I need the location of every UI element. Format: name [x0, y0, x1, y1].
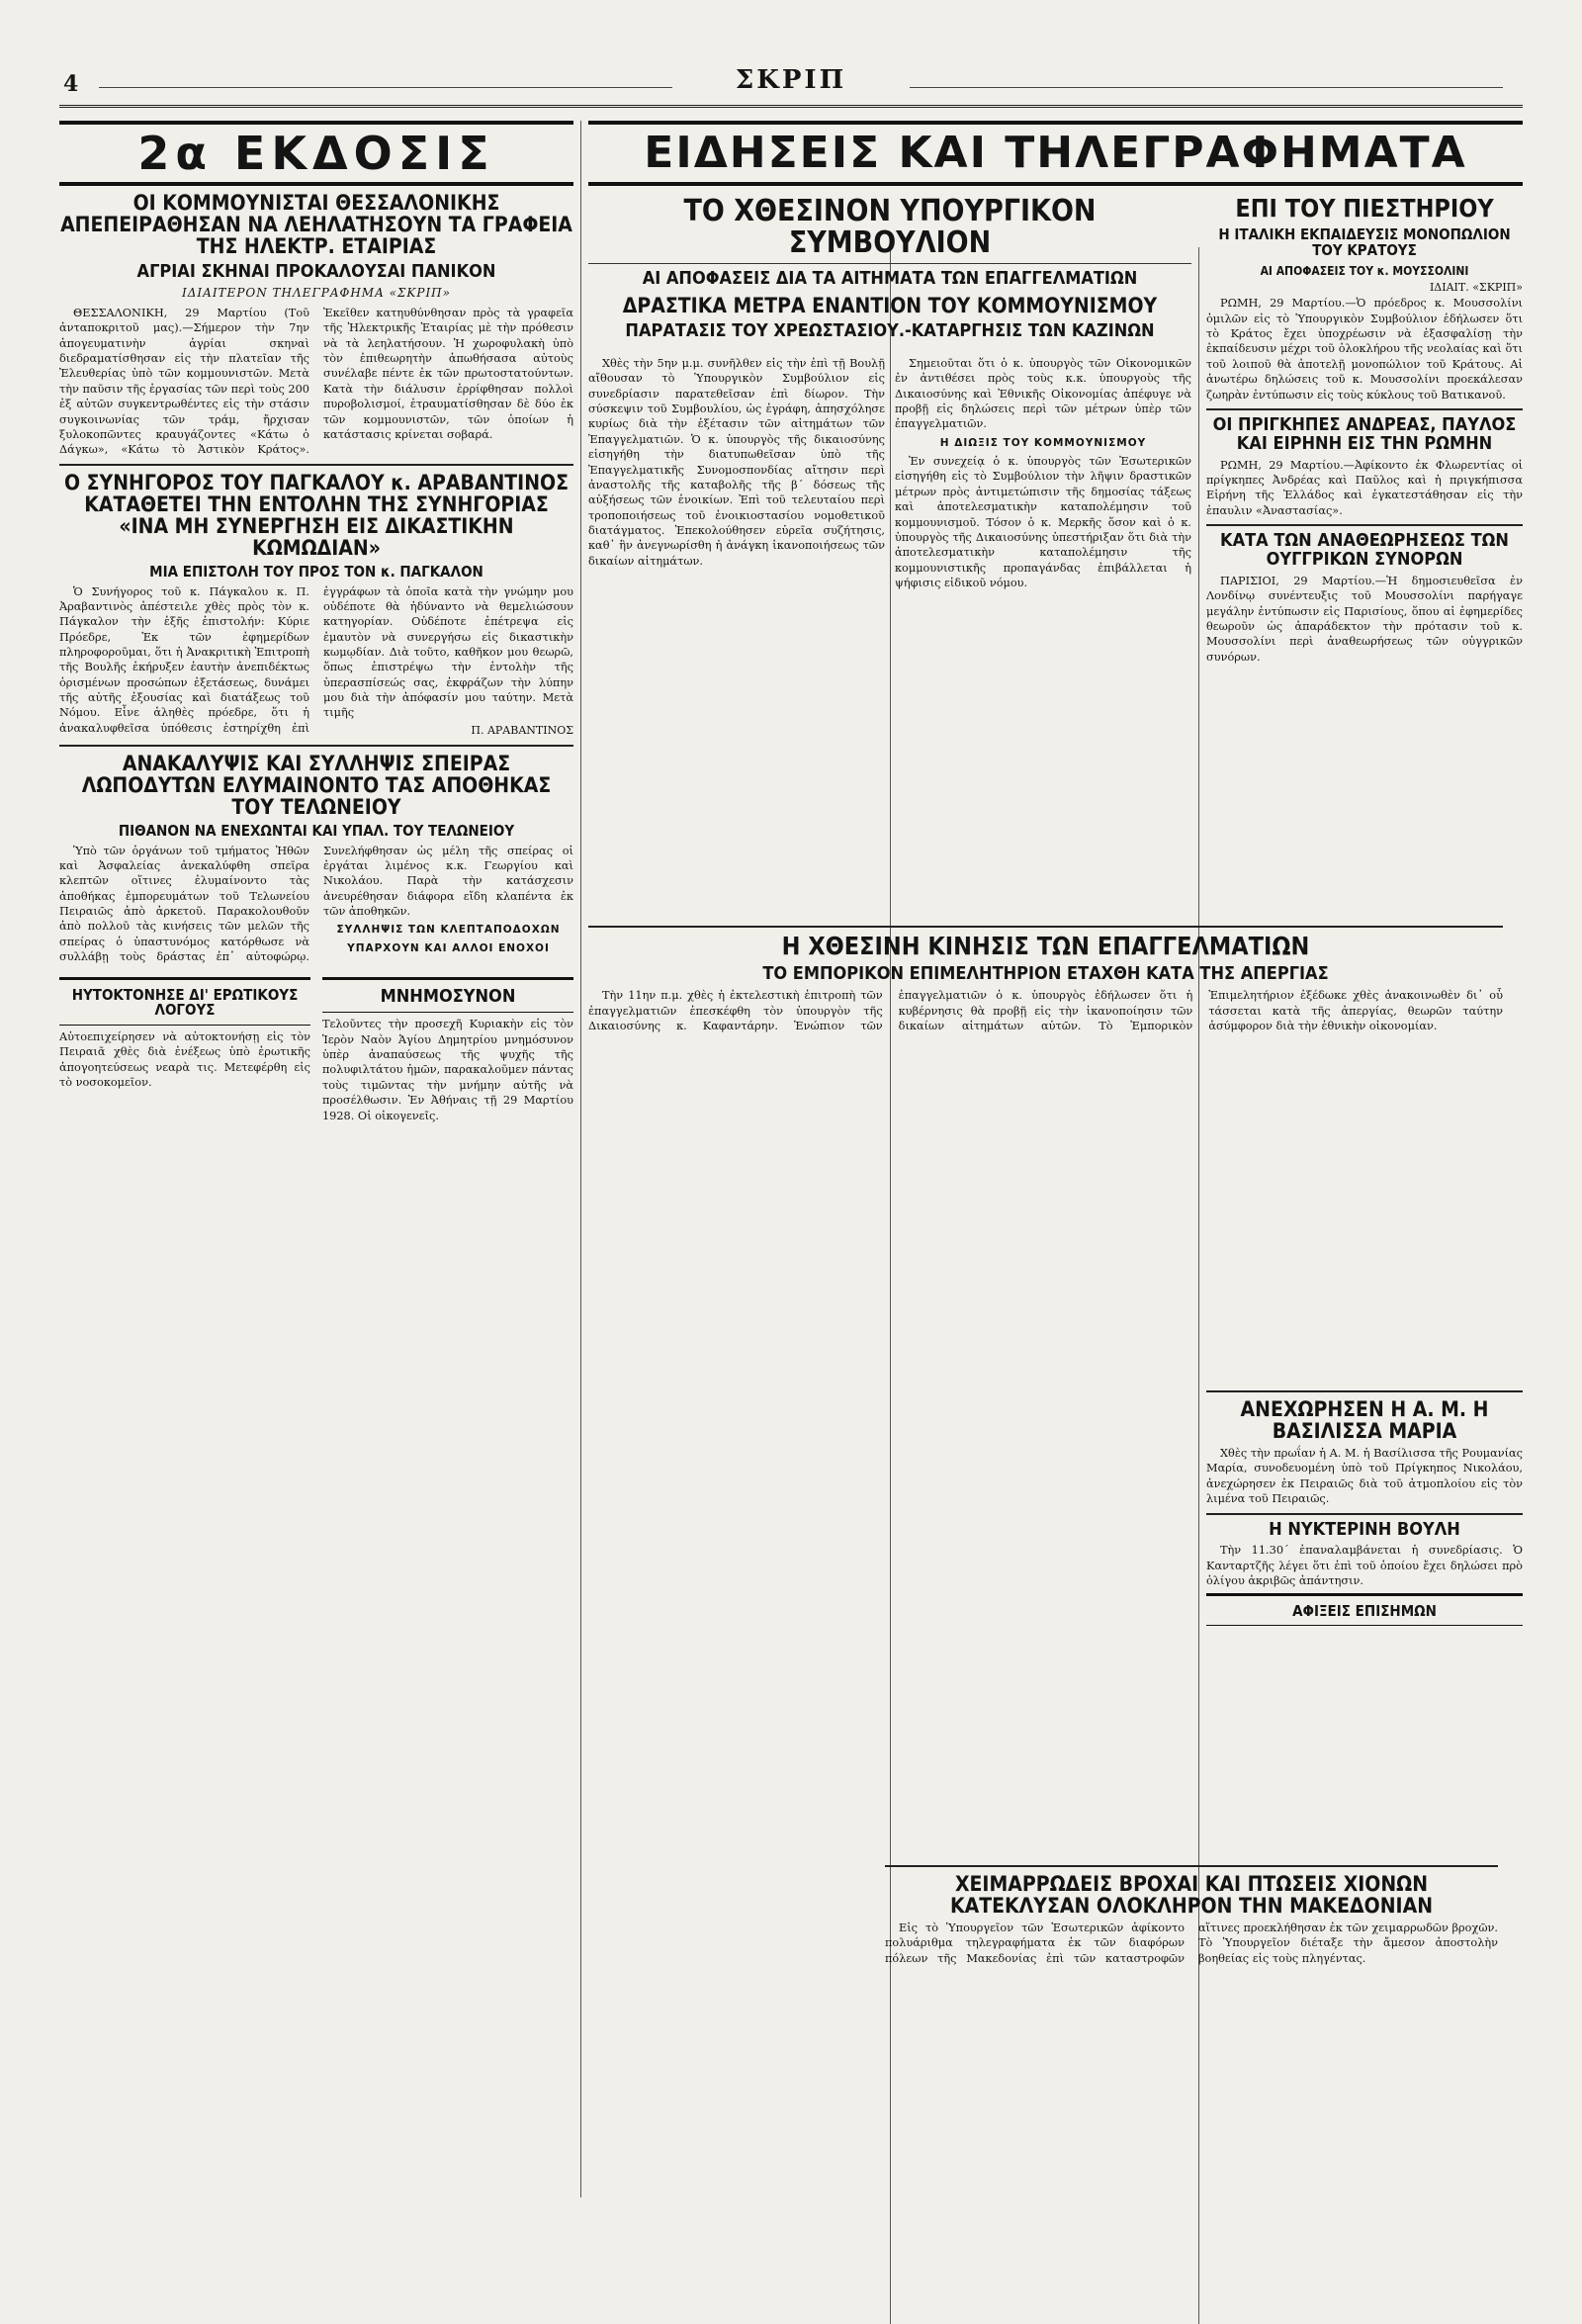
divider [1206, 1513, 1523, 1515]
article-body [895, 356, 1191, 590]
article-body [59, 844, 573, 965]
divider [885, 1865, 1498, 1867]
notice-title: ΗΥΤΟΚΤΟΝΗΣΕ ΔΙ' ΕΡΩΤΙΚΟΥΣ ΛΟΓΟΥΣ [71, 985, 299, 1020]
article-subheadline: ΔΡΑΣΤΙΚΑ ΜΕΤΡΑ ΕΝΑΝΤΙΟΝ ΤΟΥ ΚΟΜΜΟΥΝΙΣΜΟΥ [622, 293, 1158, 317]
article-body [588, 356, 885, 569]
article-text: ΡΩΜΗ, 29 Μαρτίου.—Ὁ πρόεδρος κ. Μουσσολίνι ὁμιλῶν εἰς τὸ Ὑπουργικὸν Συμβούλιον ἐδήλωσεν ὅτι τὸ Κράτος ἔχει ὑποχρέωσιν νὰ ἐξασφαλίσῃ τὴν ἐκπαίδευσιν μέχρι τοῦ ὁλοκλήρου τῆς νεολαίας καὶ ὅτι τοῦ λοιποῦ θὰ ἀποτελῇ μονοπώλιον τοῦ Κράτους. Αἱ ἀνωτέρω δηλώσεις τοῦ κ. Μουσσολίνι προεκάλεσαν ζωηρὰν ἐντύπωσιν εἰς τοὺς κύκλους τοῦ Βατικανοῦ. [1206, 297, 1523, 402]
column-2 [588, 356, 885, 910]
divider [59, 745, 573, 747]
divider [1206, 408, 1523, 410]
article-body [1206, 1543, 1523, 1588]
page-number: 4 [63, 71, 79, 97]
article-body [885, 1921, 1498, 1968]
article-headline: ΑΦΙΞΕΙΣ ΕΠΙΣΗΜΩΝ [1292, 1601, 1437, 1620]
column-1 [59, 121, 573, 2197]
article-headline: Η ΝΥΚΤΕΡΙΝΗ ΒΟΥΛΗ [1269, 1518, 1460, 1540]
article-body [1206, 458, 1523, 518]
article-text: Χθὲς τὴν πρωΐαν ἡ Α. Μ. ἡ Βασίλισσα τῆς Ρουμανίας Μαρία, συνοδευομένη ὑπὸ τοῦ Πρίγκηπος Νικολάου, ἀνεχώρησεν ἐκ Πειραιῶς διὰ τοῦ ἀτμοπλοίου εἰς τὸν λιμένα τοῦ Πειραιῶς. [1206, 1447, 1523, 1506]
article-body [1206, 574, 1523, 665]
masthead-rule-right [910, 87, 1503, 88]
masthead [59, 65, 1523, 108]
article-text: Τὴν 11ην π.μ. χθὲς ἡ ἐκτελεστικὴ ἐπιτροπὴ τῶν ἐπαγγελματιῶν ἐπεσκέφθη τὸν ὑπουργὸν τῆς Δικαιοσύνης κ. Καφαντάρην. Ἐνώπιον τῶν ἐπαγγελματιῶν ὁ κ. ὑπουργὸς ἐδήλωσεν ὅτι ἡ κυβέρνησις θὰ προβῇ εἰς τὴν ἱκανοποίησιν τῶν δικαίων αἰτημάτων αὐτῶν. Τὸ Ἐμπορικὸν Ἐπιμελητήριον ἐξέδωκε χθὲς ἀνακοινωθὲν δι᾽ οὗ τάσσεται κατὰ τῆς ἀπεργίας, θεωρῶν ταύτην ἀσύμφορον διὰ τὴν ἐθνικὴν οἰκονομίαν. [588, 989, 1503, 1032]
article-subheadline: Η ΙΤΑΛΙΚΗ ΕΚΠΑΙΔΕΥΣΙΣ ΜΟΝΟΠΩΛΙΟΝ ΤΟΥ ΚΡΑΤΟΥΣ [1218, 225, 1511, 259]
notice-memorial [322, 973, 573, 1123]
section-subhead: ΥΠΑΡΧΟΥΝ ΚΑΙ ΑΛΛΟΙ ΕΝΟΧΟΙ [347, 941, 550, 954]
article-headline: ΟΙ ΠΡΙΓΚΗΠΕΣ ΑΝΔΡΕΑΣ, ΠΑΥΛΟΣ ΚΑΙ ΕΙΡΗΝΗ ΕΙΣ ΤΗΝ ΡΩΜΗΝ [1212, 413, 1517, 454]
floods-story [885, 1859, 1498, 1968]
article-text: Ἐν συνεχείᾳ ὁ κ. ὑπουργὸς τῶν Ἐσωτερικῶν εἰσηγήθη εἰς τὸ Συμβούλιον τὴν λῆψιν δραστικῶν μέτρων πρὸς ἀντιμετώπισιν τῆς δημοσίας τάξεως καὶ ἀποτελεσματικὴν καταπολέμησιν τοῦ κομμουνισμοῦ. Τόσον ὁ κ. Μερκῆς ὅσον καὶ ὁ κ. ὑπουργὸς τῆς Δικαιοσύνης ὑπεστήριξαν ὅτι διὰ τὴν ἀποτελεσματικὴν καταπολέμησιν τῆς κομμουνιστικῆς προπαγάνδας ἐπιβάλλεται ἡ ψήφισις εἰδικοῦ νόμου. [895, 455, 1191, 589]
article-headline: ΑΝΑΚΑΛΥΨΙΣ ΚΑΙ ΣΥΛΛΗΨΙΣ ΣΠΕΙΡΑΣ ΛΩΠΟΔΥΤΩΝ ΕΛΥΜΑΙΝΟΝΤΟ ΤΑΣ ΑΠΟΘΗΚΑΣ ΤΟΥ ΤΕΛΩΝΕΙΟΥ [81, 751, 552, 819]
newspaper-title: ΣΚΡΙΠ [735, 65, 847, 95]
article-text: Τὴν 11.30´ ἐπαναλαμβάνεται ἡ συνεδρίασις. Ὁ Κανταρτζῆς λέγει ὅτι ἐπὶ τοῦ ὁποίου ἔχει δηλώσει πρὸ ὀλίγου ἀκριβῶς ἀπάντησιν. [1206, 1544, 1523, 1588]
article-byline: ΙΔΙΑΙΤ. «ΣΚΡΙΠ» [1429, 281, 1523, 295]
article-text: ΡΩΜΗ, 29 Μαρτίου.—Ἀφίκοντο ἐκ Φλωρεντίας οἱ πρίγκηπες Ἀνδρέας καὶ Παῦλος καὶ ἡ πριγκήπισσα Εἰρήνη τῆς Ἑλλάδος καὶ ἐγκατεστάθησαν εἰς τὴν ἐπαυλιν «Ἀναστασίας». [1206, 458, 1523, 517]
article-signature: Π. ΑΡΑΒΑΝΤΙΝΟΣ [471, 723, 573, 737]
article-subheadline: ΠΑΡΑΤΑΣΙΣ ΤΟΥ ΧΡΕΩΣΤΑΣΙΟΥ.-ΚΑΤΑΡΓΗΣΙΣ ΤΩΝ ΚΑΖΙΝΩΝ [625, 319, 1155, 341]
divider [1206, 524, 1523, 526]
notice-box [322, 977, 573, 1014]
article-subheadline: ΑΓΡΙΑΙ ΣΚΗΝΑΙ ΠΡΟΚΑΛΟΥΣΑΙ ΠΑΝΙΚΟΝ [136, 261, 496, 283]
article-headline: ΟΙ ΚΟΜΜΟΥΝΙΣΤΑΙ ΘΕΣΣΑΛΟΝΙΚΗΣ ΑΠΕΠΕΙΡΑΘΗΣΑΝ ΝΑ ΛΕΗΛΑΤΗΣΟΥΝ ΤΑ ΓΡΑΦΕΙΑ ΤΗΣ ΗΛΕΚΤΡ. ΕΤΑΙΡΙΑΣ [60, 191, 572, 259]
professionals-story [588, 920, 1503, 1423]
edition-label: 2α ΕΚΔΟΣΙΣ [59, 121, 573, 186]
notice-box [1206, 1593, 1523, 1627]
article-headline: ΧΕΙΜΑΡΡΩΔΕΙΣ ΒΡΟΧΑΙ ΚΑΙ ΠΤΩΣΕΙΣ ΧΙΟΝΩΝ ΚΑΤΕΚΛΥΣΑΝ ΟΛΟΚΛΗΡΟΝ ΤΗΝ ΜΑΚΕΔΟΝΙΑΝ [949, 1872, 1434, 1919]
article-text: ΘΕΣΣΑΛΟΝΙΚΗ, 29 Μαρτίου (Τοῦ ἀνταποκριτοῦ μας).—Σήμερον τὴν 7ην ἀπογευματινὴν ἀγρίαι σκηναὶ διεδραματίσθησαν εἰς τὴν πλατεῖαν τῆς Ἐλευθερίας ὑπὸ τῶν κομμουνιστῶν. Μετὰ τὴν παῦσιν τῆς ἐργασίας τῶν περὶ τοὺς 200 ἐξ αὐτῶν συγκεντρωθέντες εἰς τὴν στάσιν συγκοινωνίας τῶν τράμ, ἤρχισαν ξυλοκοπῶντες κραυγάζοντες «Κάτω ὁ Δάγκω», «Κάτω τὸ Ἀστικὸν Κράτος». Ἐκεῖθεν κατηυθύνθησαν πρὸς τὰ γραφεῖα τῆς Ἠλεκτρικῆς Ἑταιρίας μὲ τὴν πρόθεσιν νὰ τὰ λεηλατήσουν. Ἡ χωροφυλακὴ ὑπὸ τὸν ἐπιθεωρητὴν ἀπωθήσασα αὐτοὺς συνέλαβε πέντε ἐκ τῶν πρωτοστατούντων. Κατὰ τὴν διάλυσιν ἐρρίφθησαν πολλοὶ πυροβολισμοί, ἐτραυματίσθησαν δὲ δύο ἐκ τῶν κομμουνιστῶν, τῶν ὁποίων ἡ κατάστασις κρίνεται σοβαρά. [59, 307, 573, 457]
section-subhead: ΣΥΛΛΗΨΙΣ ΤΩΝ ΚΛΕΠΤΑΠΟΔΟΧΩΝ [336, 924, 561, 937]
cabinet-story-heads [588, 190, 1191, 345]
article-text: Χθὲς τὴν 5ην μ.μ. συνῆλθεν εἰς τὴν ἐπὶ τῇ Βουλῇ αἴθουσαν τὸ Ὑπουργικὸν Συμβούλιον εἰς συνεδρίασιν παρατεθεῖσαν ἐπὶ δίωρον. Τὴν σύσκεψιν τοῦ Συμβουλίου, ὡς ἐγράφη, ἀπησχόλησε κυρίως διὰ τὴν ἐξέτασιν τῶν αἰτημάτων τῶν Ἐπαγγελματιῶν. Ὁ κ. ὑπουργὸς τῆς δικαιοσύνης εἰσηγήθη τὴν διατυπωθεῖσαν ὑπὸ τῆς Ἐπαγγελματικῆς Συνομοσπονδίας αἴτησιν περὶ ἀναστολῆς τῆς καταβολῆς τῆς β´ δόσεως τῆς αὐξήσεως τῶν ἐνοικίων. Ἐπὶ τοῦ τελευταίου περὶ τροποποιήσεως τοῦ ἐνοικιοστασίου νομοθετικοῦ διατάγματος. Ἐπεκολούθησεν εὐρεῖα συζήτησις, καθ᾽ ἣν ἀνεγνωρίσθη ἡ ἀνάγκη ἱκανοποιήσεως τῶν δικαίων αἰτημάτων. [588, 357, 885, 568]
notice-title: ΜΝΗΜΟΣΥΝΟΝ [380, 985, 516, 1007]
article-text: Σημειοῦται ὅτι ὁ κ. ὑπουργὸς τῶν Οἰκονομικῶν ἐν ἀντιθέσει πρὸς τοὺς κ.κ. ὑπουργοὺς τῆς Δικαιοσύνης καὶ Ἐθνικῆς Οἰκονομίας ἀπέφυγε νὰ προβῇ εἰς δηλώσεις περὶ τῶν μέτρων ὑπὲρ τῶν ἐπαγγελματιῶν. [895, 357, 1191, 431]
notice-body: Αὐτοεπιχείρησεν νὰ αὐτοκτονήσῃ εἰς τὸν Πειραιᾶ χθὲς διὰ ἐνέξεως ὑπὸ ἐρωτικῆς ἀπογοητεύσεως νεαρὰ τις. Μετεφέρθη εἰς τὸ νοσοκομεῖον. [59, 1030, 310, 1090]
divider [59, 464, 573, 466]
notice-box [59, 977, 310, 1027]
article-headline: ΕΠΙ ΤΟΥ ΠΙΕΣΤΗΡΙΟΥ [1235, 194, 1494, 223]
article-headline: ΚΑΤΑ ΤΩΝ ΑΝΑΘΕΩΡΗΣΕΩΣ ΤΩΝ ΟΥΓΓΡΙΚΩΝ ΣΥΝΟΡΩΝ [1220, 530, 1509, 570]
column-rule [580, 121, 581, 2197]
article-text: Ὁ Συνήγορος τοῦ κ. Πάγκαλου κ. Π. Ἀραβαντινὸς ἀπέστειλε χθὲς πρὸς τὸν κ. Πάγκαλον τὴν ἑξῆς ἐπιστολήν: Κύριε Πρόεδρε, Ἐκ τῶν ἐφημερίδων πληροφοροῦμαι, ὅτι ἡ Ἀνακριτικὴ Ἐπιτροπὴ τῆς Βουλῆς ἐκήρυξεν ἑαυτὴν ἀνεπιδέκτως ὁρισμένων προσώπων ἐξετάσεως, δυνάμει τῆς αὐτῆς ἐξουσίας καὶ διατάξεως τοῦ Νόμου. Εἶνε ἀληθὲς πρόεδρε, ὅτι ἡ ἀνακαλυφθεῖσα ὑπόθεσις ἐστηρίχθη ἐπὶ ἐγγράφων τὰ ὁποῖα κατὰ τὴν γνώμην μου οὐδέποτε θὰ ἠδύναντο νὰ θεμελιώσουν κατηγορίαν. Οὐδέποτε ἐπέτρεψα εἰς ἐμαυτὸν νὰ συνεργήσω εἰς δικαστικὴν κωμῳδίαν. Διὰ τοῦτο, καθῆκον μου θεωρῶ, ὅπως ἐπιστρέψω τὴν ἐντολὴν τῆς ὑπερασπίσεώς σας, ἐκφράζων τὴν λύπην μου διὰ τὴν ἀπόφασίν μου ταύτην. Μετὰ τιμῆς [59, 584, 573, 735]
divider [1206, 1390, 1523, 1392]
article-text: ΠΑΡΙΣΙΟΙ, 29 Μαρτίου.—Ἡ δημοσιευθεῖσα ἐν Λονδίνῳ συνέντευξις τοῦ Μουσσολίνι παρήγαγε μεγάλην ἐντύπωσιν εἰς Παρισίους, ὅπου αἱ ἐφημερίδες θεωροῦν ὡς ἀπαράδεκτον τὴν πρότασιν τοῦ κ. Μουσσολίνι περὶ ἀναθεωρήσεως τῶν οὐγγρικῶν συνόρων. [1206, 574, 1523, 664]
column-4-lower [1206, 1385, 1523, 1849]
section-banner: ΕΙΔΗΣΕΙΣ ΚΑΙ ΤΗΛΕΓΡΑΦΗΜΑΤΑ [588, 121, 1523, 186]
article-body [59, 306, 573, 458]
article-body [1206, 296, 1523, 402]
article-subheadline: ΑΙ ΑΠΟΦΑΣΕΙΣ ΤΟΥ κ. ΜΟΥΣΣΟΛΙΝΙ [1260, 263, 1469, 278]
article-headline: ΤΟ ΧΘΕΣΙΝΟΝ ΥΠΟΥΡΓΙΚΟΝ ΣΥΜΒΟΥΛΙΟΝ [683, 194, 1097, 260]
article-subheadline: ΤΟ ΕΜΠΟΡΙΚΟΝ ΕΠΙΜΕΛΗΤΗΡΙΟΝ ΕΤΑΧΘΗ ΚΑΤΑ ΤΗΣ ΑΠΕΡΓΙΑΣ [762, 963, 1329, 985]
article-byline: ΙΔΙΑΙΤΕΡΟΝ ΤΗΛΕΓΡΑΦΗΜΑ «ΣΚΡΙΠ» [182, 286, 451, 301]
article-headline: ΑΝΕΧΩΡΗΣΕΝ Η Α. Μ. Η ΒΑΣΙΛΙΣΣΑ ΜΑΡΙΑ [1240, 1397, 1489, 1444]
column-3 [895, 356, 1191, 910]
article-text: Εἰς τὸ Ὑπουργεῖον τῶν Ἐσωτερικῶν ἀφίκοντο πολυάριθμα τηλεγραφήματα ἐκ τῶν διαφόρων πόλεων τῆς Μακεδονίας ἐπὶ τῶν καταστροφῶν αἵτινες προεκλήθησαν ἐκ τῶν χειμαρρωδῶν βροχῶν. Τὸ Ὑπουργεῖον διέταξε τὴν ἄμεσον ἀποστολὴν βοηθείας εἰς τοὺς πληγέντας. [885, 1922, 1498, 1965]
article-subheadline: ΠΙΘΑΝΟΝ ΝΑ ΕΝΕΧΩΝΤΑΙ ΚΑΙ ΥΠΑΛ. ΤΟΥ ΤΕΛΩΝΕΙΟΥ [118, 821, 515, 840]
article-body [588, 988, 1503, 1423]
notices-row [59, 973, 573, 1123]
article-body [1206, 1446, 1523, 1506]
article-subheadline: ΜΙΑ ΕΠΙΣΤΟΛΗ ΤΟΥ ΠΡΟΣ ΤΟΝ κ. ΠΑΓΚΑΛΟΝ [149, 562, 483, 581]
article-body [59, 584, 573, 739]
article-headline: Η ΧΘΕΣΙΝΗ ΚΙΝΗΣΙΣ ΤΩΝ ΕΠΑΓΓΕΛΜΑΤΙΩΝ [781, 932, 1310, 960]
notice-body: Τελοῦντες τὴν προσεχῆ Κυριακὴν εἰς τὸν Ἱερὸν Ναὸν Ἁγίου Δημητρίου μνημόσυνον ὑπὲρ ἀναπαύσεως τῆς ψυχῆς τῆς πολυφιλτάτου ἡμῶν, παρακαλοῦμεν πάντας τοὺς τιμῶντας τὴν μνήμην αὐτῆς νὰ προσέλθωσιν. Ἐν Ἀθήναις τῇ 29 Μαρτίου 1928. Οἱ οἰκογενεῖς. [322, 1018, 573, 1122]
notice-suicide [59, 973, 310, 1123]
article-text: Ὑπὸ τῶν ὀργάνων τοῦ τμήματος Ἠθῶν καὶ Ἀσφαλείας ἀνεκαλύφθη σπεῖρα κλεπτῶν οἵτινες ἐλυμαίνοντο τὰς ἀποθήκας ἐμπορευμάτων τοῦ Τελωνείου Πειραιῶς ἀπὸ ἀρκετοῦ. Παρακολουθοῦν ἀπὸ πολλοῦ τὰς κινήσεις τῶν μελῶν τῆς σπείρας ὁ ὑπαστυνόμος κατόρθωσε νὰ συλλάβῃ τοὺς δράστας ἐπ᾽ αὐτοφώρῳ. Συνελήφθησαν ὡς μέλη τῆς σπείρας οἱ ἐργάται λιμένος κ.κ. Γεωργίου καὶ Νικολάου. Παρὰ τὴν κατάσχεσιν ἀνευρέθησαν διάφορα εἴδη κλαπέντα ἐκ τῶν ἀποθηκῶν. [59, 844, 573, 964]
newspaper-page [59, 65, 1523, 2205]
article-headline: Ο ΣΥΝΗΓΟΡΟΣ ΤΟΥ ΠΑΓΚΑΛΟΥ κ. ΑΡΑΒΑΝΤΙΝΟΣ ΚΑΤΑΘΕΤΕΙ ΤΗΝ ΕΝΤΟΛΗΝ ΤΗΣ ΣΥΝΗΓΟΡΙΑΣ «ΙΝΑ ΜΗ ΣΥΝΕΡΓΗΣΗ ΕΙΣ ΔΙΚΑΣΤΙΚΗΝ ΚΩΜΩΔΙΑΝ» [64, 470, 569, 560]
divider [588, 263, 1191, 264]
section-subhead: Η ΔΙΩΞΙΣ ΤΟΥ ΚΟΜΜΟΥΝΙΣΜΟΥ [939, 436, 1147, 449]
article-subheadline: ΑΙ ΑΠΟΦΑΣΕΙΣ ΔΙΑ ΤΑ ΑΙΤΗΜΑΤΑ ΤΩΝ ΕΠΑΓΓΕΛΜΑΤΙΩΝ [642, 268, 1138, 289]
column-4 [1206, 190, 1523, 941]
